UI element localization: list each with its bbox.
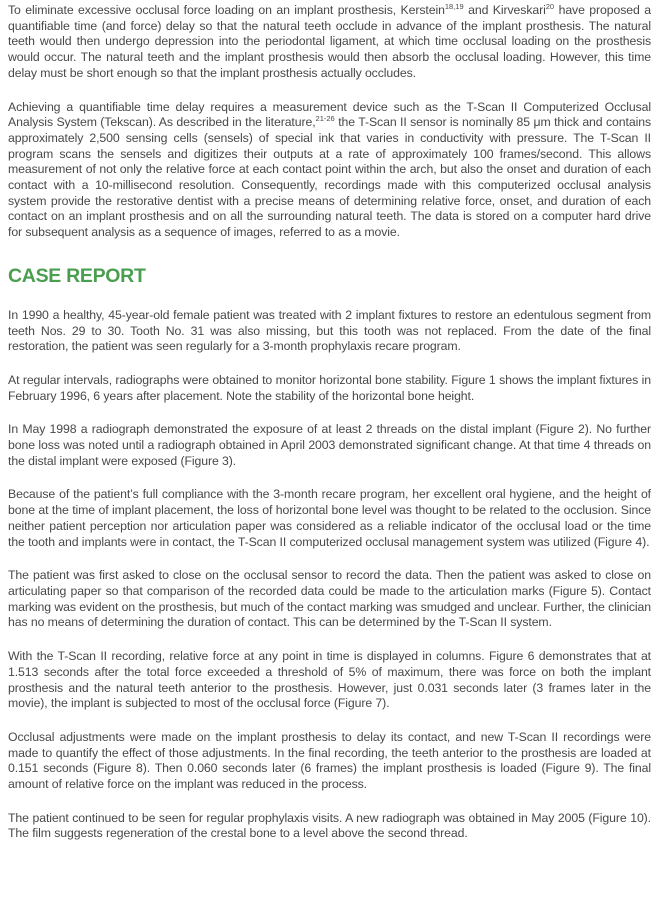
paragraph-text: and Kirveskari xyxy=(463,3,546,17)
paragraph xyxy=(8,811,651,842)
paragraph-text: In 1990 a healthy, 45-year-old female patient was treated with 2 implant fixtures to restore an edentulous segment from teeth Nos. 29 to 30. Tooth No. 31 was also missing, but this tooth was not replaced. From the date of the final restoration, the patient was seen regularly for a 3-month prophylaxis recare program. xyxy=(8,307,651,354)
paragraph xyxy=(8,568,651,631)
paragraph-text: have proposed a quantifiable time (and force) delay so that the natural teeth occlude in advance of the implant prosthesis. The natural teeth would then undergo depression into the periodontal ligament, at which time occlusal loading on the prosthesis would occur. The natural teeth and the implant prosthesis would then absorb the occlusal loading. However, this time delay must be short enough so that the implant prosthesis actually occludes. xyxy=(8,3,651,80)
section-heading: CASE REPORT xyxy=(8,264,146,287)
paragraph xyxy=(8,308,651,355)
citation-superscript: 21-26 xyxy=(315,114,335,124)
paragraph-text: To eliminate excessive occlusal force loading on an implant prosthesis, Kerstein xyxy=(8,3,445,17)
paragraph xyxy=(8,487,651,550)
paragraph xyxy=(8,730,651,793)
paragraph-text: At regular intervals, radiographs were obtained to monitor horizontal bone stability. Figure 1 shows the implant fixtures in February 1996, 6 years after placement. Note the stability of the horizontal bone height. xyxy=(8,372,651,403)
paragraph xyxy=(8,649,651,712)
paragraph-text: Because of the patient’s full compliance with the 3-month recare program, her excellent oral hygiene, and the height of bone at the time of implant placement, the loss of horizontal bone level was thought to be related to the occlusion. Since neither patient perception nor articulation paper was considered as a reliable indicator of the occlusal load or the time the tooth and implants were in contact, the T-Scan II computerized occlusal management system was utilized (Figure 4). xyxy=(8,487,651,549)
paragraph xyxy=(8,3,651,82)
paragraph-text: Occlusal adjustments were made on the implant prosthesis to delay its contact, and new T-Scan II recordings were made to quantify the effect of those adjustments. In the final recording, the teeth anterior to the prosthesis are loaded at 0.151 seconds (Figure 8). Then 0.060 seconds later (6 frames) the implant prosthesis is loaded (Figure 9). The final amount of relative force on the implant was reduced in the process. xyxy=(8,729,651,792)
paragraph-text: the T-Scan II sensor is nominally 85 μm thick and contains approximately 2,500 sensing cells (sensels) of special ink that varies in conductivity with pressure. The T-Scan II program scans the sensels and digitizes their outputs at a rate of approximately 100 frames/second. This allows measurement of not only the relative force at each contact point within the arch, but also the onset and duration of each contact with a 10-millisecond resolution. Consequently, recordings made with this computerized occlusal analysis system provide the restorative dentist with a precise means of determining relative force, onset, and duration of each contact on an implant prosthesis and on all the surrounding natural teeth. The data is stored on a computer hard drive for subsequent analysis as a sequence of images, referred to as a movie. xyxy=(8,115,651,240)
paragraph xyxy=(8,422,651,469)
paragraph-text: In May 1998 a radiograph demonstrated the exposure of at least 2 threads on the distal implant (Figure 2). No further bone loss was noted until a radiograph obtained in April 2003 demonstrated significant change. At that time 4 threads on the distal implant were exposed (Figure 3). xyxy=(8,422,651,468)
paragraph-text: Achieving a quantifiable time delay requires a measurement device such as the T-Scan II Computerized Occlusal Analysis System (Tekscan). As described in the literature, xyxy=(8,99,651,130)
paragraph-text: The patient continued to be seen for regular prophylaxis visits. A new radiograph was obtained in May 2005 (Figure 10). The film suggests regeneration of the crestal bone to a level above the second thread. xyxy=(8,810,651,841)
citation-superscript: 20 xyxy=(545,1,555,11)
paragraph-text: The patient was first asked to close on the occlusal sensor to record the data. Then the patient was asked to close on articulating paper so that comparison of the recorded data could be made to the articulation marks (Figure 5). Contact marking was evident on the prosthesis, but much of the contact marking was smudged and unclear. Further, the clinician has no means of determining the duration of contact. This can be determined by the T-Scan II system. xyxy=(8,568,651,630)
case-paragraphs xyxy=(8,308,651,842)
paragraph xyxy=(8,373,651,404)
paragraph-text: With the T-Scan II recording, relative force at any point in time is displayed in columns. Figure 6 demonstrates that at 1.513 seconds after the total force exceeded a threshold of 5% of maximum, there was force on both the implant prosthesis and the natural teeth anterior to the prosthesis. However, just 0.031 seconds later (3 frames later in the movie), the implant is subjected to most of the occlusal force (Figure 7). xyxy=(8,649,651,711)
paragraph xyxy=(8,100,651,241)
citation-superscript: 18,19 xyxy=(444,1,464,11)
intro-paragraphs xyxy=(8,3,651,241)
